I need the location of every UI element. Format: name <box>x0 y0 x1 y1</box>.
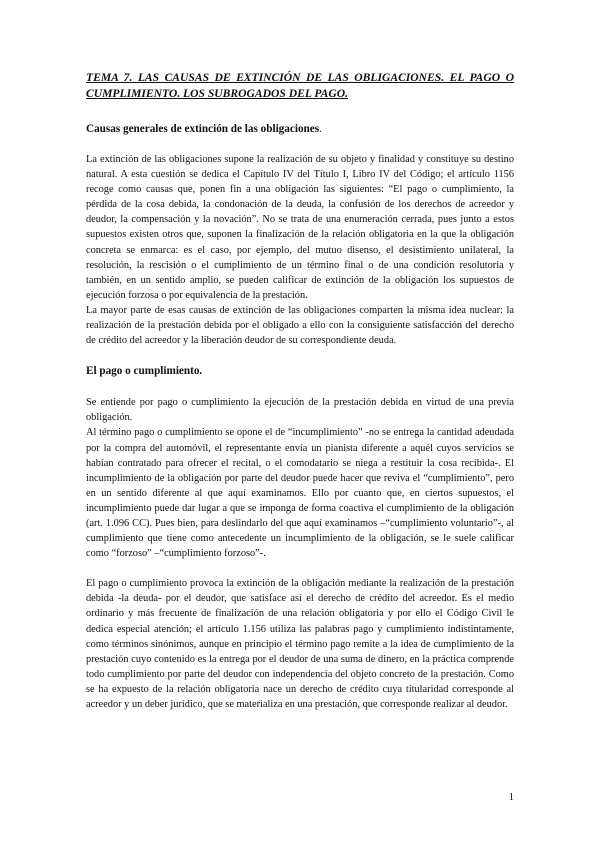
paragraph-extincion: La extinción de las obligaciones supone la realización de su objeto y finalidad y constituye su destino natural. A esta cuestión se dedica el Capítulo IV del Título I, Libro IV del Código; el artículo 1156 recoge como causas que, ponen fin a una obligación las siguientes: “El pago o cumplimiento, la pérdida de la cosa debida, la condonación de la deuda, la confusión de los derechos de acreedor y deudor, la compensación y la novación”. No se trata de una enumeración cerrada, pues junto a estos supuestos existen otros que, suponen la finalización de la relación obligatoria en la que la obligación concreta se enmarca: es el caso, por ejemplo, del mutuo disenso, el desistimiento unilateral, la resolución, la rescisión o el cumplimiento de un término final o de una condición resolutoria y también, en un sentido amplio, se pueden calificar de extinción de la obligación los supuestos de ejecución forzosa o por equivalencia de la prestación. <box>86 154 514 301</box>
document-title: TEMA 7. LAS CAUSAS DE EXTINCIÓN DE LAS OBLIGACIONES. EL PAGO O CUMPLIMIENTO. LOS SUBROGADOS DEL PAGO. <box>86 71 514 100</box>
paragraph-se-entiende: Se entiende por pago o cumplimiento la ejecución de la prestación debida en virtud de una previa obligación. <box>86 397 514 424</box>
section-heading-causas-suffix: . <box>319 123 322 135</box>
paragraph-pago-provoca: El pago o cumplimiento provoca la extinción de la obligación mediante la realización de la prestación debida -la deuda- por el deudor, que satisface así el derecho de crédito del acreedor. Es el medio ordinario y más frecuente de finalización de una relación obligatoria y por ello el Código Civil le dedica especial atención; el artículo 1.156 utiliza las palabras pago y cumplimiento indistintamente, como términos sinónimos, aunque en principio el término pago remite a la idea de cumplimiento de la prestación cuyo contenido es la entrega por el deudor de una suma de dinero, en la práctica comprende todo cumplimiento por parte del deudor con independencia del objeto concreto de la prestación. Como se ha expuesto de la relación obligatoria nace un derecho de crédito cuya titularidad corresponde al acreedor y un deber jurídico, que se materializa en una prestación, que corresponde realizar al deudor. <box>86 578 514 710</box>
section-heading-causas <box>86 122 514 137</box>
paragraph-mayor-parte: La mayor parte de esas causas de extinción de las obligaciones comparten la misma idea nuclear: la realización de la prestación debida por el obligado a ello con la consiguiente satisfacción del derecho de crédito del acreedor y la liberación deudor de su correspondiente deuda. <box>86 304 514 347</box>
paragraph-incumplimiento: Al término pago o cumplimiento se opone el de “incumplimiento” -no se entrega la cantidad adeudada por la compra del automóvil, el representante envía un pianista diferente a aquél cuyos servicios se habían contratado para ofrecer el recital, o el comodatario se niega a restituir la cosa recibida-. El incumplimiento de la obligación por parte del deudor puede hacer que reviva el “cumplimiento”, pero en un sentido diferente al que aquí examinamos. Ello por cuanto que, en ciertos supuestos, el incumplimiento puede dar lugar a que se imponga de forma coactiva el cumplimiento de la obligación (art. 1.096 CC). Pues bien, para deslindarlo del que aquí examinamos –“cumplimiento voluntario”-, al cumplimiento que tiene como antecedente un incumplimiento de la obligación, se le suele calificar como “forzoso” –“cumplimiento forzoso”-. <box>86 427 514 560</box>
page-number: 1 <box>508 792 514 803</box>
section-heading-causas-text: Causas generales de extinción de las obligaciones <box>86 123 320 135</box>
section-heading-pago: El pago o cumplimiento. <box>86 365 203 378</box>
